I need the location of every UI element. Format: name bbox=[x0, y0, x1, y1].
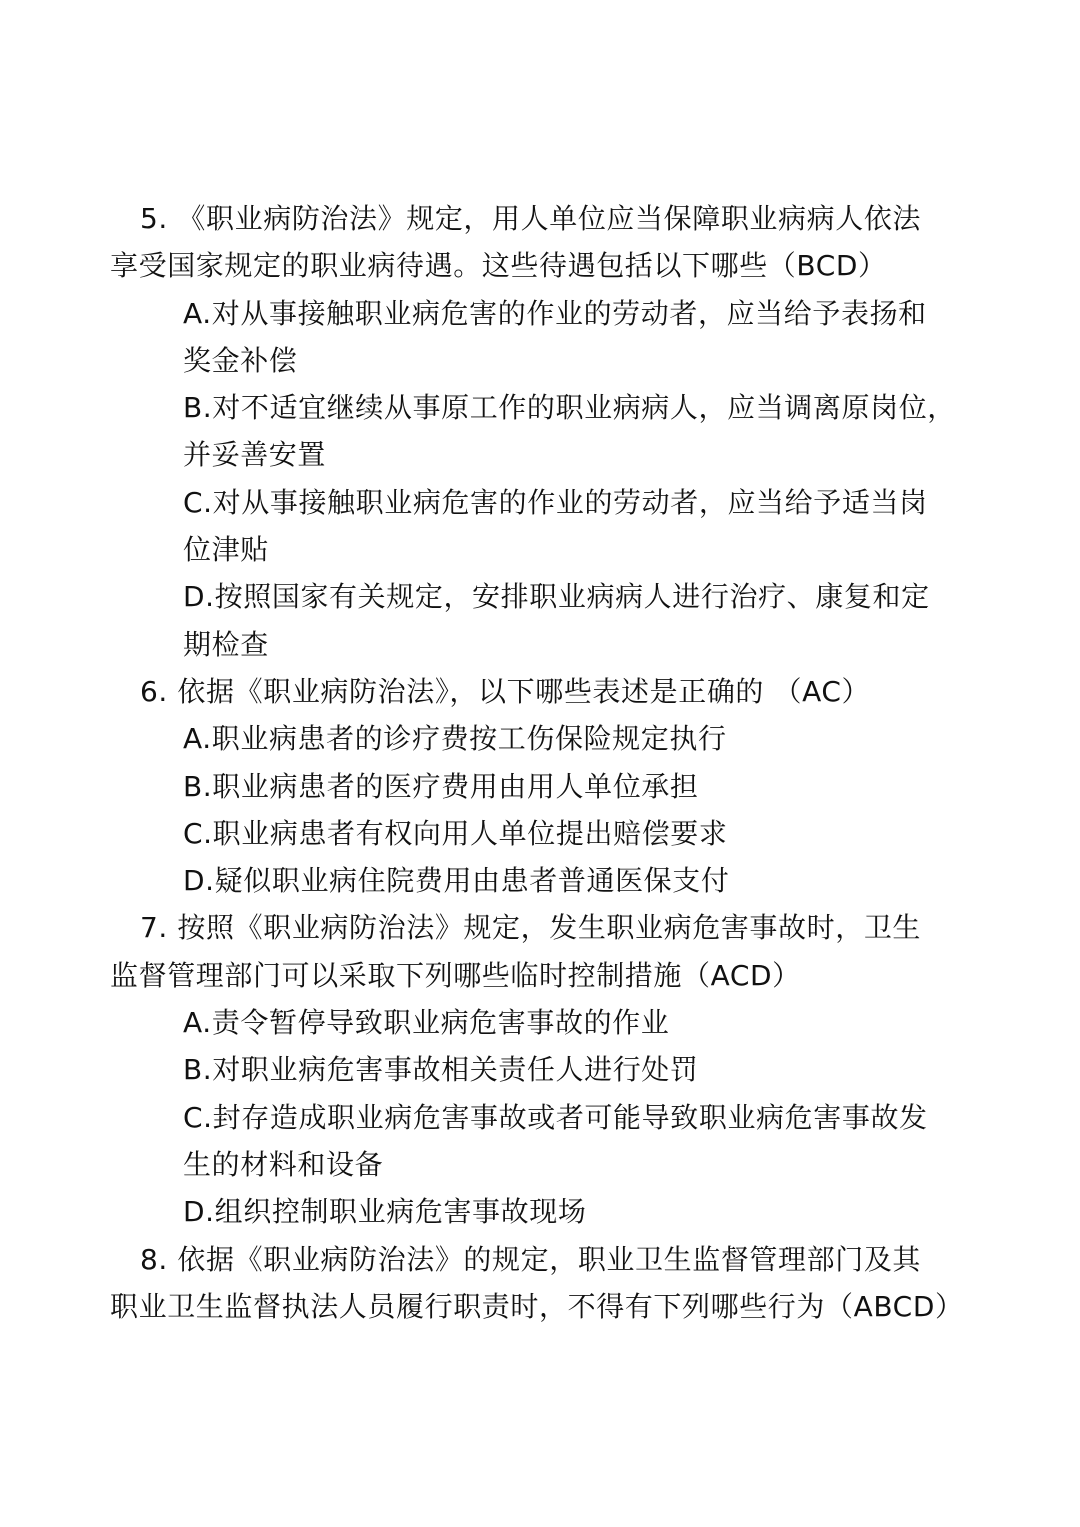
option-text-line: C.对从事接触职业病危害的作业的劳动者，应当给予适当岗 bbox=[183, 485, 928, 519]
question-5 bbox=[110, 195, 956, 668]
option-text-line: 生的材料和设备 bbox=[183, 1147, 384, 1181]
question-text-line: 7. 按照《职业病防治法》规定，发生职业病危害事故时，卫生 bbox=[140, 911, 922, 945]
question-text-line: 享受国家规定的职业病待遇。这些待遇包括以下哪些（BCD） bbox=[110, 249, 887, 283]
option-text-line: 位津贴 bbox=[183, 533, 269, 567]
question-text-line: 职业卫生监督执法人员履行职责时，不得有下列哪些行为（ABCD） bbox=[110, 1289, 964, 1323]
option-b: B.对职业病危害事故相关责任人进行处罚 bbox=[183, 1053, 699, 1087]
option-c bbox=[110, 479, 944, 574]
option-c bbox=[110, 1094, 944, 1189]
question-list bbox=[110, 195, 964, 1330]
option-text-line: 并妥善安置 bbox=[183, 438, 327, 472]
question-text-line: 8. 依据《职业病防治法》的规定，职业卫生监督管理部门及其 bbox=[140, 1242, 922, 1276]
option-b: B.职业病患者的医疗费用由用人单位承担 bbox=[183, 769, 699, 803]
option-text-line: A.对从事接触职业病危害的作业的劳动者，应当给予表扬和 bbox=[183, 296, 927, 330]
option-text-line: D.按照国家有关规定，安排职业病病人进行治疗、康复和定 bbox=[183, 580, 930, 614]
question-8 bbox=[110, 1236, 964, 1331]
option-a: A.职业病患者的诊疗费按工伤保险规定执行 bbox=[183, 722, 727, 756]
option-text-line: 奖金补偿 bbox=[183, 343, 298, 377]
question-text-line: 6. 依据《职业病防治法》，以下哪些表述是正确的 （AC） bbox=[140, 674, 871, 708]
option-a bbox=[110, 290, 944, 385]
question-text-line: 监督管理部门可以采取下列哪些临时控制措施（ACD） bbox=[110, 958, 801, 992]
question-6 bbox=[110, 668, 944, 904]
question-7 bbox=[110, 904, 944, 1235]
option-b bbox=[110, 384, 956, 479]
option-text-line: 期检查 bbox=[183, 627, 269, 661]
option-d: D.组织控制职业病危害事故现场 bbox=[183, 1195, 587, 1229]
option-text-line: C.封存造成职业病危害事故或者可能导致职业病危害事故发 bbox=[183, 1100, 928, 1134]
option-c: C.职业病患者有权向用人单位提出赔偿要求 bbox=[183, 816, 728, 850]
question-text-line: 5. 《职业病防治法》规定，用人单位应当保障职业病病人依法 bbox=[140, 202, 922, 235]
option-d bbox=[110, 573, 944, 668]
option-text-line: B.对不适宜继续从事原工作的职业病病人，应当调离原岗位， bbox=[183, 391, 956, 425]
option-d: D.疑似职业病住院费用由患者普通医保支付 bbox=[183, 864, 730, 898]
option-a: A.责令暂停导致职业病危害事故的作业 bbox=[183, 1006, 670, 1040]
